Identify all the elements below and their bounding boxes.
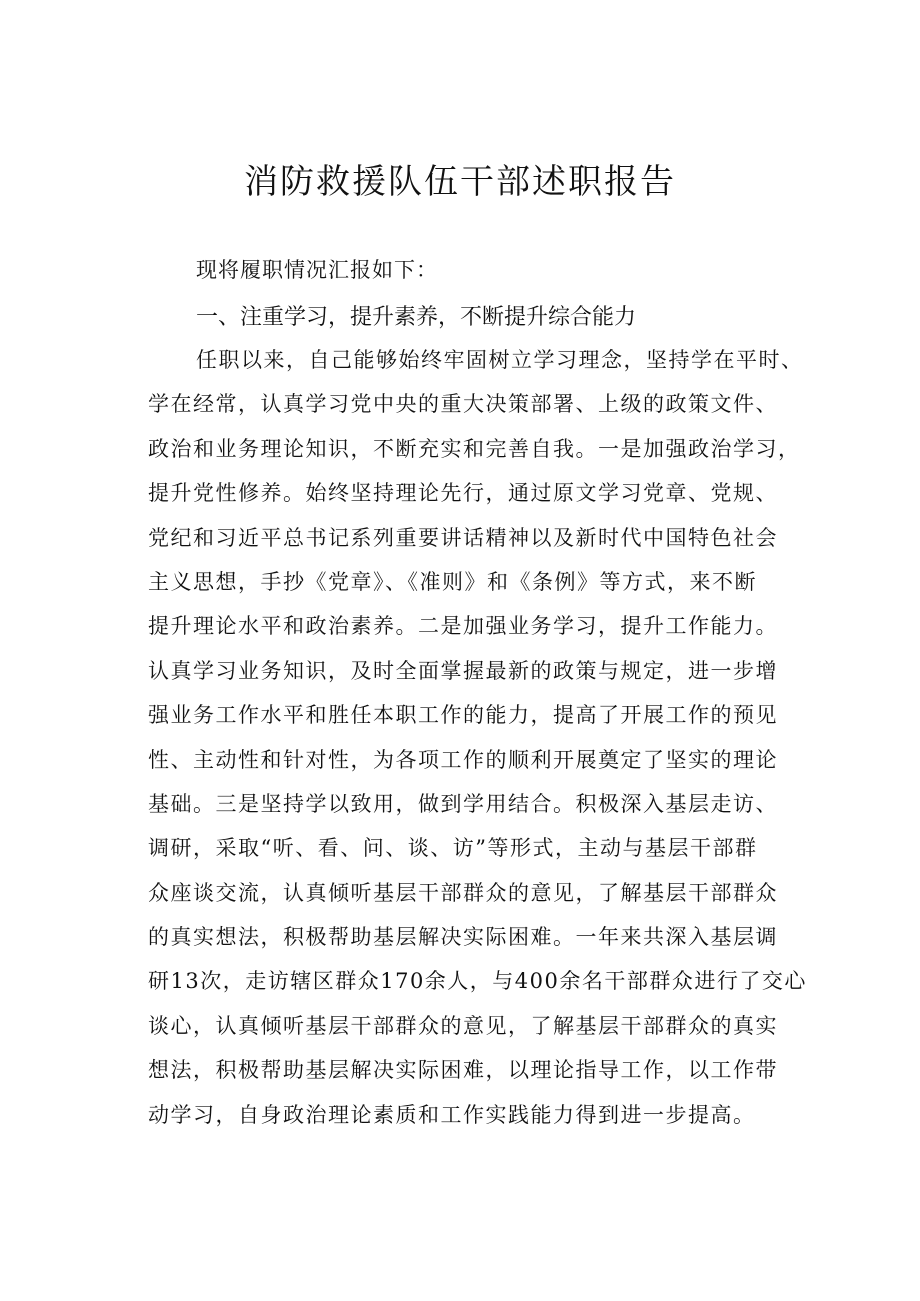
body-paragraph [148,338,808,1137]
paragraph-line: 的真实想法，积极帮助基层解决实际困难。一年来共深入基层调 [148,925,778,950]
document-title: 消防救援队伍干部述职报告 [244,162,676,202]
paragraph-line: 提升理论水平和政治素养。二是加强业务学习，提升工作能力。 [148,614,778,639]
section-heading: 一、注重学习，提升素养，不断提升综合能力 [196,305,637,330]
paragraph-line: 任职以来，自己能够始终牢固树立学习理念，坚持学在平时、 [196,348,804,372]
paragraph-line: 想法，积极帮助基层解决实际困难，以理论指导工作，以工作带 [148,1058,778,1083]
paragraph-line: 性、主动性和针对性，为各项工作的顺利开展奠定了坚实的理论 [148,747,778,772]
paragraph-line: 主义思想，手抄《党章》、《准则》和《条例》等方式，来不断 [148,569,757,594]
paragraph-line: 众座谈交流，认真倾听基层干部群众的意见，了解基层干部群众 [148,880,778,905]
paragraph-line: 研13次，走访辖区群众170余人，与400余名干部群众进行了交心 [148,969,807,994]
paragraph-line: 政治和业务理论知识，不断充实和完善自我。一是加强政治学习， [148,436,801,461]
paragraph-line: 调研，采取“听、看、问、谈、访”等形式，主动与基层干部群 [148,836,758,861]
paragraph-line: 认真学习业务知识，及时全面掌握最新的政策与规定，进一步增 [148,658,778,683]
paragraph-line: 提升党性修养。始终坚持理论先行，通过原文学习党章、党规、 [148,481,778,506]
paragraph-line: 强业务工作水平和胜任本职工作的能力，提高了开展工作的预见 [148,703,778,728]
paragraph-line: 学在经常，认真学习党中央的重大决策部署、上级的政策文件、 [148,392,778,417]
paragraph-line: 谈心，认真倾听基层干部群众的意见，了解基层干部群众的真实 [148,1013,778,1038]
paragraph-line: 党纪和习近平总书记系列重要讲话精神以及新时代中国特色社会 [148,525,778,550]
paragraph-line: 基础。三是坚持学以致用，做到学用结合。积极深入基层走访、 [148,791,778,816]
paragraph-line: 动学习，自身政治理论素质和工作实践能力得到进一步提高。 [148,1102,756,1127]
intro-line: 现将履职情况汇报如下： [196,258,438,282]
